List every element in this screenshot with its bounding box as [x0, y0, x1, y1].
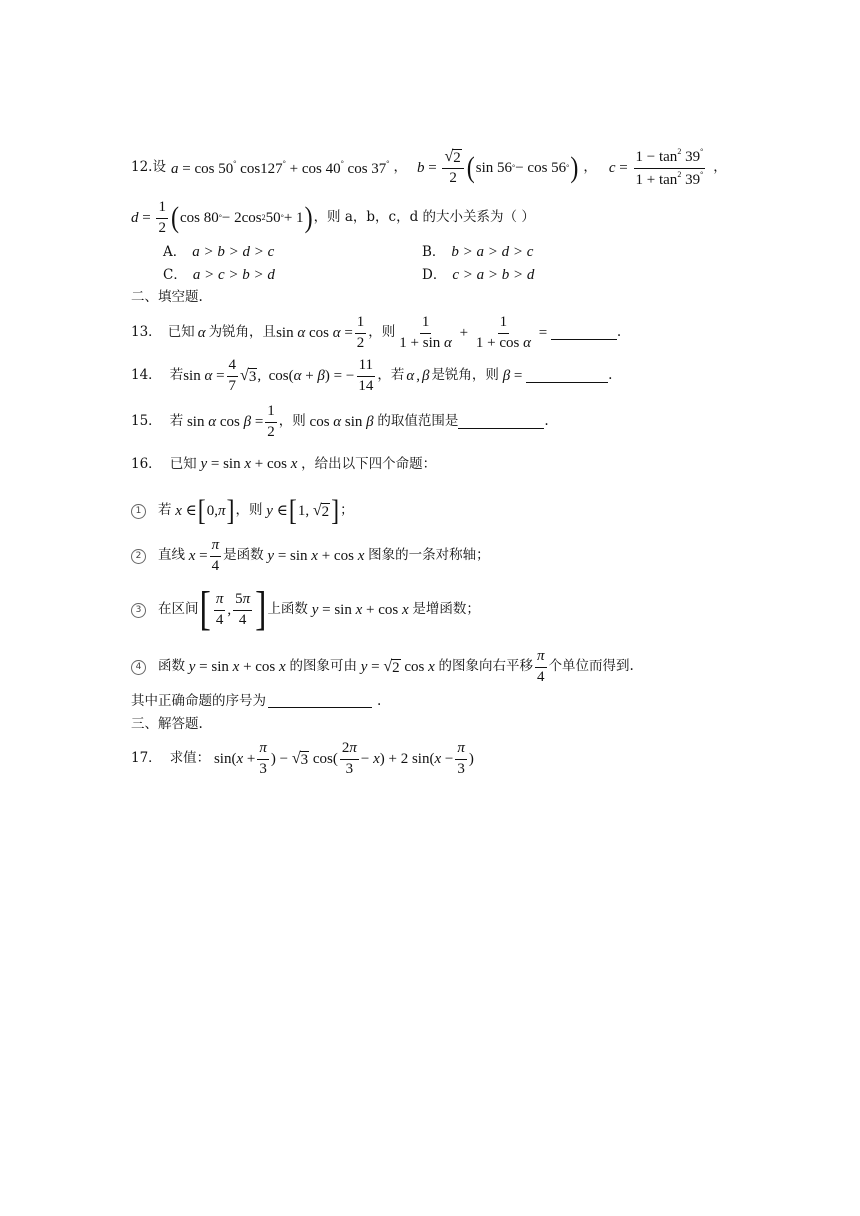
q12-expr-c: c = $\frac{1 - \tan^2 39^\circ}{1 + \tan^2 39^\circ}$	[608, 146, 704, 188]
q12-sep-1: ，	[393, 159, 407, 176]
q15-condition: sin α cos β = $\frac{1}{2}$	[183, 402, 275, 440]
q14-condition: sin α = $\frac{4}{7}$ √ 3 , cos( α + β ) = − $\frac{11}{14}$	[183, 356, 374, 394]
q12-option-b: B． b > a > d > c	[422, 243, 534, 260]
q16-answer: 其中正确命题的序号为 .	[131, 693, 382, 709]
q13: 13． 已知 α 为锐角，且 sin α cos α = $\frac{1}{2}$ ，则 $\frac{1}{\text{1 + sin α}}$ + $\frac{1}{\text{1 + cos α}}$ = .	[131, 313, 622, 351]
q12-sep-2: ，	[583, 159, 597, 176]
q15-answer-blank[interactable]	[458, 416, 544, 429]
q13-condition: sin α cos α = $\frac{1}{2}$	[276, 313, 365, 351]
q17-expression: sin( x + $\frac{\pi}{3}$ ) − √ 3 cos( $\frac{2\pi}{3}$ − x ) + 2 sin( x − $\frac{\pi}{3}$ )	[210, 739, 474, 777]
q14-answer-blank[interactable]	[526, 370, 608, 383]
circled-number-icon: 1	[131, 504, 146, 519]
q14: 14． 若 sin α = $\frac{4}{7}$ √ 3 , cos( α + β ) = − $\frac{11}{14}$ ，若 α , β 是锐角，则 β = .	[131, 356, 613, 394]
q16-item-2: 2 直线 x = $\frac{\pi}{4}$ 是函数 y = sin x + cos x 图象的一条对称轴；	[131, 536, 490, 576]
q12-option-a: A． a > b > d > c	[163, 243, 275, 260]
q13-expression: $\frac{1}{\text{1 + sin α}}$ + $\frac{1}{\text{1 + cos α}}$ =	[399, 313, 551, 351]
q12-intro: 设	[152, 159, 166, 176]
q12-question-tail: ，则 a，b，c，d 的大小关系为（ ）	[313, 209, 535, 226]
q16-item-3: 3 在区间 [ $\frac{\pi}{4}$ , $\frac{5\pi}{4}$ ] 上函数 y = sin x + cos x 是增函数；	[131, 587, 480, 633]
circled-number-icon: 2	[131, 549, 146, 564]
q12-sep-3: ，	[713, 159, 727, 176]
q17: 17． 求值： sin( x + $\frac{\pi}{3}$ ) − √ 3 cos( $\frac{2\pi}{3}$ − x ) + 2 sin( x − $\frac{\pi}{3}$ )	[131, 739, 474, 777]
q12-expr-a: a = cos 50° cos127° + cos 40° cos 37°	[170, 158, 390, 177]
q12-expr-b: b = √ 2 2 ( sin 56 ° − cos 56 ° )	[416, 148, 579, 187]
section-heading-fill-in: 二、填空题.	[131, 289, 203, 305]
q12-line2	[131, 200, 535, 236]
q12-option-d: D． c > a > b > d	[422, 266, 535, 283]
q16-item-4: 4 函数 y = sin x + cos x 的图象可由 y = √ 2 cos x 的图象向右平移 $\frac{\pi}{4}$ 个单位而得到.	[131, 647, 634, 687]
q12-option-c: C． a > c > b > d	[163, 266, 275, 283]
q13-answer-blank[interactable]	[551, 327, 617, 340]
q12-expr-d: d = $\frac{1}{2}$ ( cos 80 ° − 2cos 2 50 ° + 1 )	[131, 198, 313, 236]
q16-item-1: 1 若 x ∈ [ 0, π ] ，则 y ∈ [ 1, √ 2 ] ；	[131, 496, 354, 526]
section-heading-solve: 三、解答题.	[131, 716, 203, 732]
q15: 15． 若 sin α cos β = $\frac{1}{2}$ ，则 cos α sin β 的取值范围是 .	[131, 402, 549, 440]
q12-line1	[131, 146, 727, 188]
circled-number-icon: 4	[131, 660, 146, 675]
q12-number: 12.	[131, 159, 153, 176]
q16: 16． 已知 y = sin x + cos x ，给出以下四个命题：	[131, 455, 437, 472]
q16-answer-blank[interactable]	[268, 695, 372, 708]
circled-number-icon: 3	[131, 603, 146, 618]
